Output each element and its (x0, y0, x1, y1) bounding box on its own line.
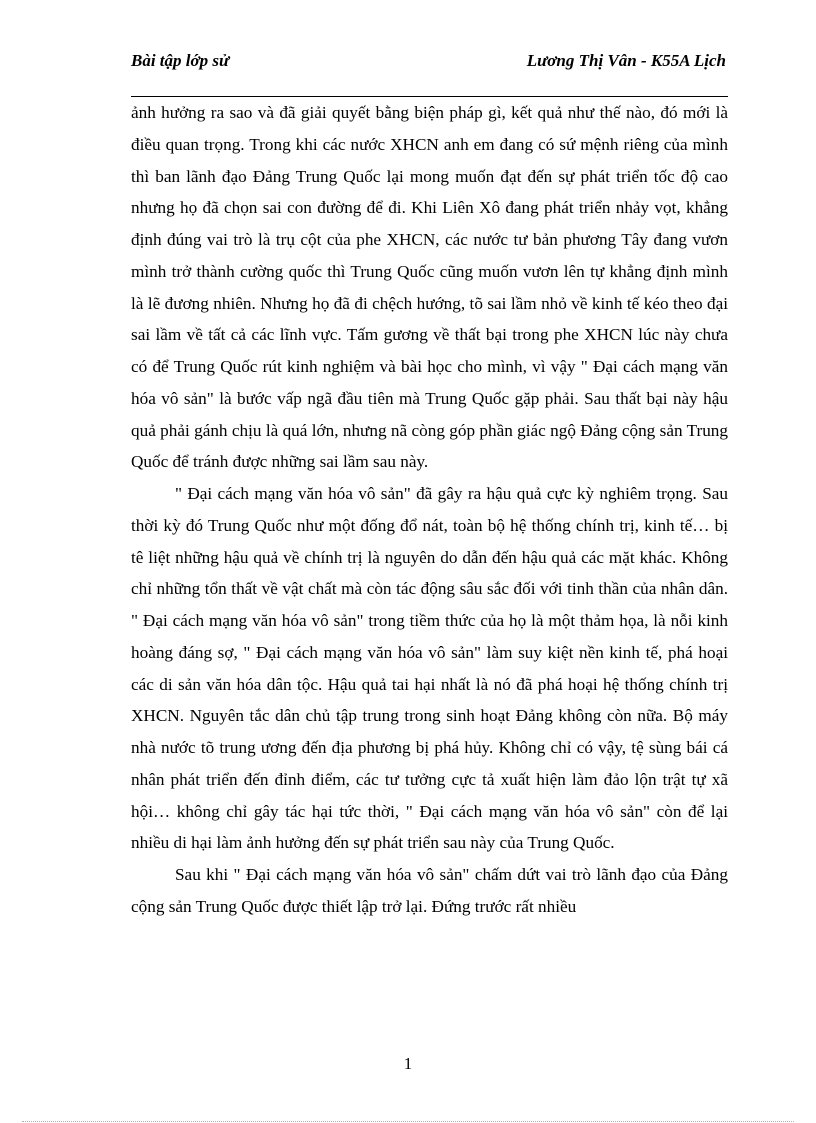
document-body (131, 97, 728, 923)
paragraph-3: Sau khi " Đại cách mạng văn hóa vô sản" chấm dứt vai trò lãnh đạo của Đảng cộng sản Trung Quốc được thiết lập trở lại. Đứng trước rất nhiều (131, 865, 728, 916)
paragraph-1: ảnh hưởng ra sao và đã giải quyết bằng biện pháp gì, kết quả như thế nào, đó mới là điều quan trọng. Trong khi các nước XHCN anh em đang có sứ mệnh riêng của mình thì ban lãnh đạo Đảng Trung Quốc lại mong muốn đạt đến sự phát triển tốc độ cao nhưng họ đã chọn sai con đường để đi. Khi Liên Xô đang phát triển nhảy vọt, khẳng định đúng vai trò là trụ cột của phe XHCN, các nước tư bản phương Tây đang vươn mình trở thành cường quốc thì Trung Quốc cũng muốn vươn lên tự khẳng định mình là lẽ đương nhiên. Nhưng họ đã đi chệch hướng, tõ sai lầm nhỏ về kinh tế kéo theo đại sai lầm về tất cả các lĩnh vực. Tấm gương về thất bại trong phe XHCN lúc này chưa có để Trung Quốc rút kinh nghiệm và bài học cho mình, vì vậy " Đại cách mạng văn hóa vô sản" là bước vấp ngã đầu tiên mà Trung Quốc gặp phải. Sau thất bại này hậu quả phải gánh chịu là quá lớn, nhưng nã còng góp phần giác ngộ Đảng cộng sản Trung Quốc để tránh được những sai lầm sau này. (131, 103, 728, 472)
page-number: 1 (403, 1054, 413, 1073)
header-author: Lương Thị Vân - K55A Lịch (526, 51, 726, 70)
page-bottom-divider (22, 1121, 794, 1122)
header-course-title: Bài tập lớp sử (131, 51, 230, 70)
paragraph-2: " Đại cách mạng văn hóa vô sản" đã gây ra hậu quả cực kỳ nghiêm trọng. Sau thời kỳ đó Trung Quốc như một đống đổ nát, toàn bộ hệ thống chính trị, kinh tế… bị tê liệt những hậu quả về chính trị là nguyên do dẫn đến hậu quả các mặt khác. Không chỉ những tổn thất về vật chất mà còn tác động sâu sắc đối với tinh thần của nhân dân. " Đại cách mạng văn hóa vô sản" trong tiềm thức của họ là một thảm họa, là nỗi kinh hoàng đáng sợ, " Đại cách mạng văn hóa vô sản" làm suy kiệt nền kinh tế, phá hoại các di sản văn hóa dân tộc. Hậu quả tai hại nhất là nó đã phá hoại hệ thống chính trị XHCN. Nguyên tắc dân chủ tập trung trong sinh hoạt Đảng không còn nữa. Bộ máy nhà nước tõ trung ương đến địa phương bị phá hủy. Không chỉ có vậy, tệ sùng bái cá nhân phát triển đến đỉnh điểm, các tư tưởng cực tả xuất hiện làm đảo lộn trật tự xã hội… không chỉ gây tác hại tức thời, " Đại cách mạng văn hóa vô sản" còn để lại nhiều di hại làm ảnh hưởng đến sự phát triển sau này của Trung Quốc. (131, 484, 728, 853)
